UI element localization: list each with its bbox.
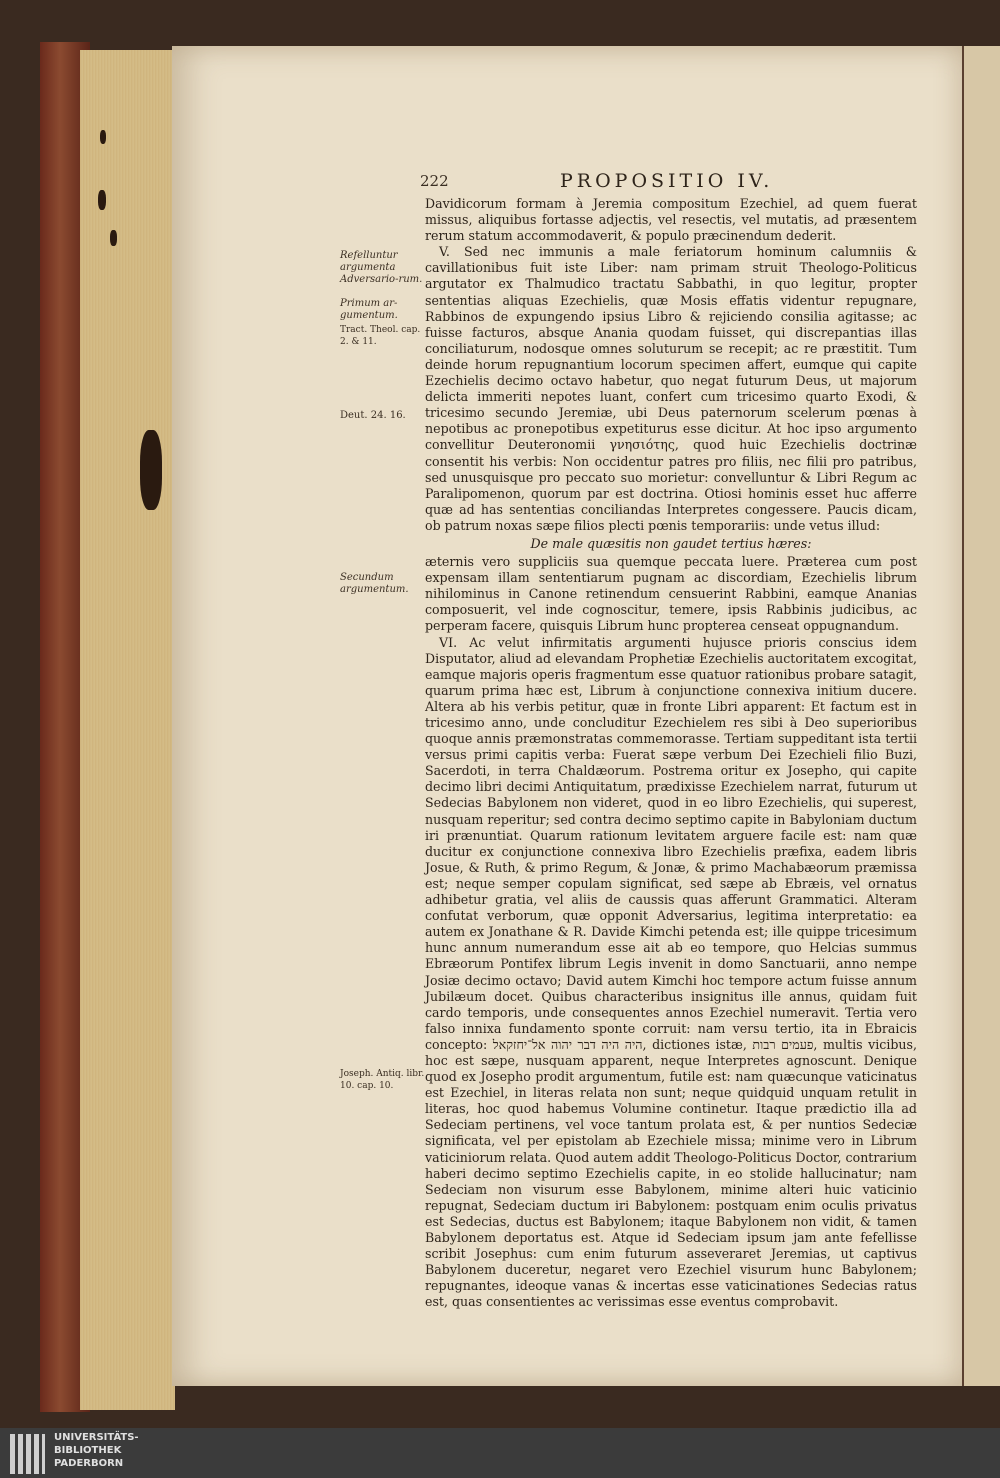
margin-note: Joseph. Antiq. libr. 10. cap. 10. <box>340 1069 425 1091</box>
page-header <box>420 170 920 194</box>
paragraph: Davidicorum formam à Jeremia compositum Ezechiel, ad quem fuerat missus, aliquibus fortasse adjectis, vel resectis, vel mutatis, ad præsentem rerum statum accommodaverit, & populo præcinendum dederit. <box>425 196 917 244</box>
paragraph: æternis vero suppliciis sua quemque peccata luere. Præterea cum post expensam illam sententiarum pugnam ac discordiam, Ezechielis librum nihilominus in Canone retinendum censuerint Rabbini, eamque Ananias composuerit, vel inde cognoscitur, temere, ipsis Rabbinis judicibus, ac perperam facere, quisquis Librum hunc propterea censeat oppugnandum. <box>425 554 917 634</box>
margin-note: Primum ar-gumentum. <box>340 298 398 321</box>
page-number: 222 <box>420 172 449 190</box>
verse-quote: De male quæsitis non gaudet tertius hæres: <box>530 535 812 551</box>
footer-bar <box>0 1428 1000 1478</box>
facing-page-edge <box>962 46 1000 1386</box>
body-text <box>425 196 917 1310</box>
margin-note: Deut. 24. 16. <box>340 410 406 421</box>
library-logo-icon <box>10 1434 46 1474</box>
library-name-line: UNIVERSITÄTS- <box>54 1432 139 1443</box>
paragraph: VI. Ac velut infirmitatis argumenti hujusce prioris conscius idem Disputator, aliud ad elevandam Prophetiæ Ezechielis auctoritatem excogitat, eamque majoris operis fragmentum esse quatuor rationibus probare satagit, quarum prima hæc est, Librum à conjunctione connexiva initium ducere. Altera ab his verbis petitur, quæ in fronte Libri apparent: Et factum est in tricesimo anno, unde concluditur Ezechielem res sibi à Deo superioribus quoque annis præmonstratas commemorasse. Tertiam suppeditant ista tertii versus primi capitis verba: Fuerat sæpe verbum Dei Ezechieli filio Buzi, Sacerdoti, in terra Chaldæorum. Postrema oritur ex Josepho, qui capite decimo libri decimi Antiquitatum, prædixisse Ezechielem narrat, futurum ut Sedecias Babylonem non videret, quod in eo libro Ezechielis, qui superest, nusquam reperitur; sed contra decimo septimo capite in Babyloniam ductum iri prænuntiat. Quarum rationum levitatem arguere facile est: nam quæ ducitur ex conjunctione connexiva libro Ezechielis præfixa, eadem libris Josue, & Ruth, & primo Regum, & Jonæ, & primo Machabæorum præmissa est; neque semper copulam significat, sed sæpe ab Ebræis, vel ornatus adhibetur gratia, vel aliis de caussis quas afferunt Grammatici. Alteram confutat verborum, quæ opponit Adversarius, legitima interpretatio: ea autem ex Jonathane & R. Davide Kimchi petenda est; ille quippe tricesimum hunc annum numerandum esse ait ab eo tempore, quo Helcias summus Ebræorum Pontifex librum Legis invenit in domo Sanctuarii, anno nempe Josiæ decimo octavo; David autem Kimchi hoc tempore actum fuisse annum Jubilæum docet. Quibus characteribus insignitus ille annus, quidam fuit cardo temporis, unde consequentes annos Ezechiel numeravit. Tertia vero falso innixa fundamento sponte corruit: nam versu tertio, ita in Ebraicis concepto: היה היה דבר יהוה אל־יחזקאל, dictiones istæ, פעמים רבות, multis vicibus, hoc est sæpe, nusquam apparent, neque Interpretes agnoscunt. Denique quod ex Josepho prodit argumentum, futile est: nam quæcunque vaticinatus est Ezechiel, in literas relata non sunt; neque quidquid unquam retulit in literas, hoc quod habemus Volumine continetur. Itaque prædictio illa ad Sedeciam pertinens, vel voce tantum prolata est, & per nuntios Sedeciæ significata, vel per epistolam ab Ezechiele missa; minime vero in Librum vaticiniorum relata. Quod autem addit Theologo-Politicus Doctor, contrarium haberi decimo septimo Ezechielis capite, in eo stolide hallucinatur; nam Sedeciam non visurum esse Babylonem, minime alteri huic vaticinio repugnat, Sedeciam ductum iri Babylonem: postquam enim oculis privatus est Sedecias, ductus est Babylonem; itaque Babylonem non vidit, & tamen Babylonem deportatus est. Atque id Sedeciam ipsum jam ante fefellisse scribit Josephus: cum enim futurum asseveraret Jeremias, ut captivus Babylonem duceretur, negaret vero Ezechiel visurum hunc Babylonem; repugnantes, ideoque vanas & incertas esse vaticinationes Sedecias ratus est, quas consentientes ac verissimas esse eventus comprobavit. <box>425 634 917 1310</box>
page-title: PROPOSITIO IV. <box>560 170 774 192</box>
margin-note: Secundum argumentum. <box>340 572 409 595</box>
margin-note: Refelluntur argumenta Adversario-rum. <box>340 250 423 285</box>
library-name <box>54 1431 139 1470</box>
margin-note: Tract. Theol. cap. 2. & 11. <box>340 325 421 347</box>
library-name-line: PADERBORN <box>54 1458 124 1469</box>
page-edges <box>80 50 175 1410</box>
paragraph: V. Sed nec immunis a male feriatorum hominum calumniis & cavillationibus fuit iste Liber: nam primam struit Theologo-Politicus argutator ex Thalmudico tractatu Sabbathi, in quo legitur, propter sententias aliquas Ezechielis, quæ Mosis effatis videntur repugnare, Rabbinos de expungendo ipsius Libro & rejiciendo consilia agitasse; ac fuisse facturos, absque Anania quodam fuisset, qui discrepantias illas conciliaturum, nodosque omnes soluturum se recepit; ac re præstitit. Tum deinde horum repugnantium locorum specimen affert, eumque qui capite Ezechielis decimo octavo habetur, quo negat futurum Deus, ut majorum delicta immeriti nepotes luant, confert cum tricesimo quarto Exodi, & tricesimo secundo Jeremiæ, ubi Deus paternorum scelerum pœnas à nepotibus ac pronepotibus expetiturus esse dicitur. At hoc ipso argumento convellitur Deuteronomii γνησιότης, quod huic Ezechielis doctrinæ consentit his verbis: Non occidentur patres pro filiis, nec filii pro patribus, sed unusquisque pro peccato suo morietur: convelluntur & Libri Regum ac Paralipomenon, quorum par est doctrina. Otiosi hominis esset huc afferre quæ ad has sententias conciliandas Interpretes congessere. Paucis dicam, ob patrum noxas sæpe filios plecti pœnis temporariis: unde vetus illud: <box>425 244 917 533</box>
library-name-line: BIBLIOTHEK <box>54 1445 122 1456</box>
